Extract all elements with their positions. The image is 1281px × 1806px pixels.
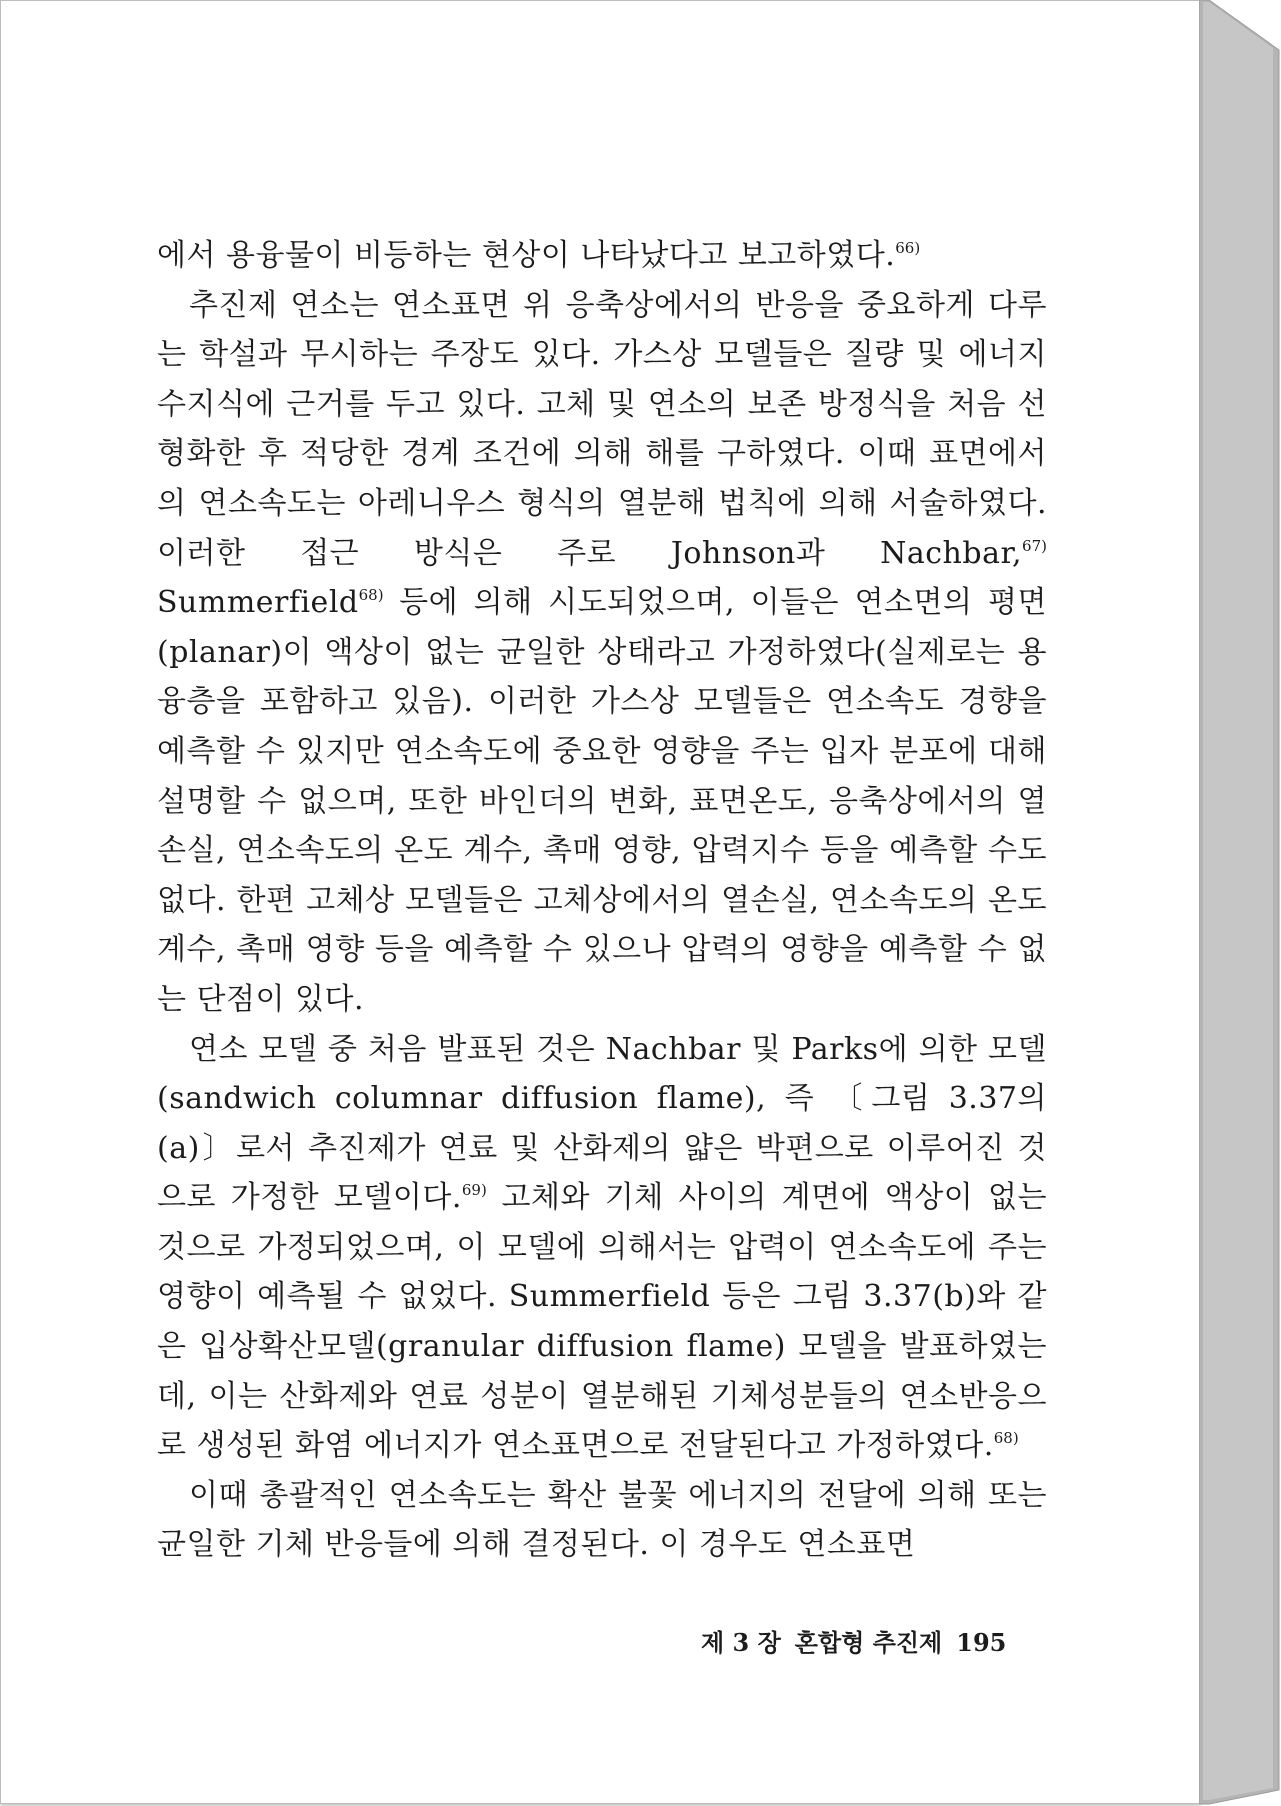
footnote-ref: 67): [1022, 536, 1047, 555]
running-footer: [701, 1623, 1031, 1658]
text-run: 추진제 연소는 연소표면 위 응축상에서의 반응을 중요하게 다루는 학설과 무시하는 주장도 있다. 가스상 모델들은 질량 및 에너지 수지식에 근거를 두고 있다. 고체 및 연소의 보존 방정식을 처음 선형화한 후 적당한 경계 조건에 의해 해를 구하였다. 이때 표면에서의 연소속도는 아레니우스 형식의 열분해 법칙에 의해 서술하였다. 이러한 접근 방식은 주로 Johnson과 Nachbar,: [157, 287, 1047, 571]
text-run: 등에 의해 시도되었으며, 이들은 연소면의 평면(planar)이 액상이 없는 균일한 상태라고 가정하였다(실제로는 용융층을 포함하고 있음). 이러한 가스상 모델들은 연소속도 경향을 예측할 수 있지만 연소속도에 중요한 영향을 주는 입자 분포에 대해 설명할 수 없으며, 또한 바인더의 변화, 표면온도, 응축상에서의 열손실, 연소속도의 온도 계수, 촉매 영향, 압력지수 등을 예측할 수도 없다. 한편 고체상 모델들은 고체상에서의 열손실, 연소속도의 온도 계수, 촉매 영향 등을 예측할 수 있으나 압력의 영향을 예측할 수 없는 단점이 있다.: [157, 585, 1047, 1017]
footnote-ref: 68): [358, 586, 384, 605]
page-edge: [1199, 0, 1200, 1]
chapter-label: 제 3 장: [701, 1628, 781, 1657]
footnote-ref: 68): [993, 1429, 1019, 1448]
text-run: Summerfield: [157, 585, 359, 621]
text-run: 연소 모델 중 처음 발표된 것은 Nachbar 및 Parks에 의한 모델(sandwich columnar diffusion flame), 즉 〔그림 3.37의 (a)〕로서 추진제가 연료 및 산화제의 얇은 박편으로 이루어진 것으로 가정한 모델이다.: [157, 1031, 1047, 1216]
page-thickness-graphic: [1199, 0, 1280, 1806]
page-body: [157, 231, 1047, 1570]
paragraph: [157, 281, 1047, 1025]
page-number: 195: [956, 1628, 1007, 1657]
footnote-ref: 66): [895, 239, 921, 257]
paragraph: [157, 1471, 1047, 1570]
text-run: 이때 총괄적인 연소속도는 확산 불꽃 에너지의 전달에 의해 또는 균일한 기체 반응들에 의해 결정된다. 이 경우도 연소표면: [157, 1477, 1047, 1563]
text-run: 고체와 기체 사이의 계면에 액상이 없는 것으로 가정되었으며, 이 모델에 의해서는 압력이 연소속도에 주는 영향이 예측될 수 없었다. Summerfield 등은 그림 3.37(b)와 같은 입상확산모델(granular diffusion flame) 모델을 발표하였는데, 이는 산화제와 연료 성분이 열분해된 기체성분들의 연소반응으로 생성된 화염 에너지가 연소표면으로 전달된다고 가정하였다.: [157, 1180, 1047, 1464]
footnote-ref: 69): [461, 1181, 487, 1200]
paragraph: [157, 231, 1047, 281]
paragraph: [157, 1025, 1047, 1471]
chapter-title: 혼합형 추진제: [794, 1628, 943, 1657]
text-run: 에서 용융물이 비등하는 현상이 나타났다고 보고하였다.: [157, 238, 896, 273]
